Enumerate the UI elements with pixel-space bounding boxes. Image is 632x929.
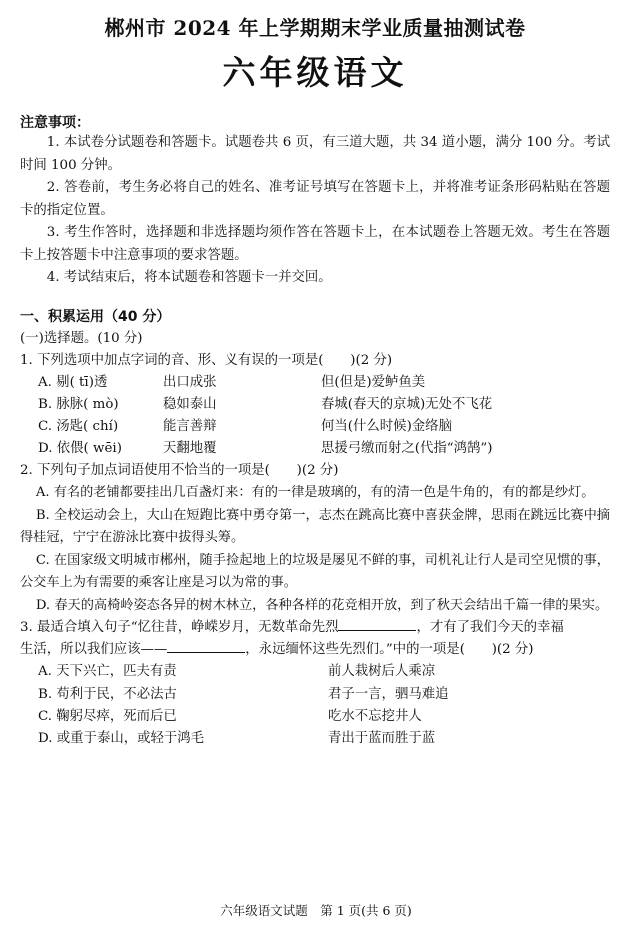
note-item: 3. 考生作答时，选择题和非选择题均须作答在答题卡上，在本试题卷上答题无效。考生在答题卡上按答题卡中注意事项的要求答题。: [20, 225, 610, 263]
answer-blank: [338, 618, 416, 631]
note-item: 1. 本试卷分试题卷和答题卡。试题卷共 6 页，有三道大题，共 34 道小题，满分 100 分。考试时间 100 分钟。: [20, 135, 610, 173]
part1-heading: 一、积累运用（40 分）: [20, 308, 171, 325]
q3-option-c: C. 鞠躬尽瘁，死而后已 吃水不忘挖井人: [38, 708, 422, 724]
answer-blank: [167, 640, 245, 653]
q1-option-b: B. 脉脉( mò) 稳如泰山 春城(春天的京城)无处不飞花: [38, 396, 493, 412]
question-3-stem: 3. 最适合填入句子“忆往昔，峥嵘岁月，无数革命先烈 ，才有了我们今天的幸福 生活，所以我们应该—— ，永远缅怀这些先烈们。”中的一项是( )(2 分): [20, 620, 564, 658]
q2-option-d: D. 春天的高椅岭姿态各异的树木林立，各种各样的花竞相开放，到了秋天会结出千篇一律的果实。: [35, 597, 609, 613]
subject-title: 六年级语文: [222, 53, 408, 92]
q3-option-d: D. 或重于泰山，或轻于鸿毛 青出于蓝而胜于蓝: [38, 730, 436, 746]
q2-option-b: B. 全校运动会上，大山在短跑比赛中勇夺第一，志杰在跳高比赛中喜获金牌，思雨在跳远比赛中摘得桂冠，宁宁在游泳比赛中拔得头筹。: [20, 507, 610, 546]
question-1-stem: 1. 下列选项中加点字词的音、形、义有误的一项是( )(2 分): [20, 352, 393, 368]
q3-option-b: B. 苟利于民，不必法古 君子一言，驷马难追: [38, 686, 449, 702]
q2-option-a: A. 有名的老铺都要挂出几百盏灯来：有的一律是玻璃的，有的清一色是牛角的，有的都是纱灯。: [35, 485, 595, 501]
note-item: 4. 考试结束后，将本试题卷和答题卡一并交回。: [46, 270, 332, 285]
subsection-heading: (一)选择题。(10 分): [20, 330, 143, 346]
q2-option-c: C. 在国家级文明城市郴州，随手捡起地上的垃圾是屡见不鲜的事，司机礼让行人是司空见惯的事，公交车上为有需要的乘客让座是习以为常的事。: [20, 552, 610, 591]
q1-option-d: D. 依偎( wēi) 天翻地覆 思援弓缴而射之(代指“鸿鹄”): [38, 441, 493, 457]
note-item: 2. 答卷前，考生务必将自己的姓名、准考证号填写在答题卡上，并将准考证条形码粘贴在答题卡的指定位置。: [20, 180, 610, 218]
notes-heading: 注意事项：: [20, 115, 90, 131]
question-2-stem: 2. 下列句子加点词语使用不恰当的一项是( )(2 分): [20, 463, 339, 479]
page-footer: 六年级语文试题 第 1 页(共 6 页): [220, 903, 412, 918]
q3-option-a: A. 天下兴亡，匹夫有责 前人栽树后人乘凉: [38, 664, 436, 680]
q1-option-c: C. 汤匙( chí) 能言善辩 何当(什么时候)金络脑: [38, 418, 452, 434]
exam-title: 郴州市 2024 年上学期期末学业质量抽测试卷: [104, 16, 526, 40]
q1-option-a: A. 剔( tī)透 出口成张 但(但是)爱鲈鱼美: [38, 374, 426, 390]
